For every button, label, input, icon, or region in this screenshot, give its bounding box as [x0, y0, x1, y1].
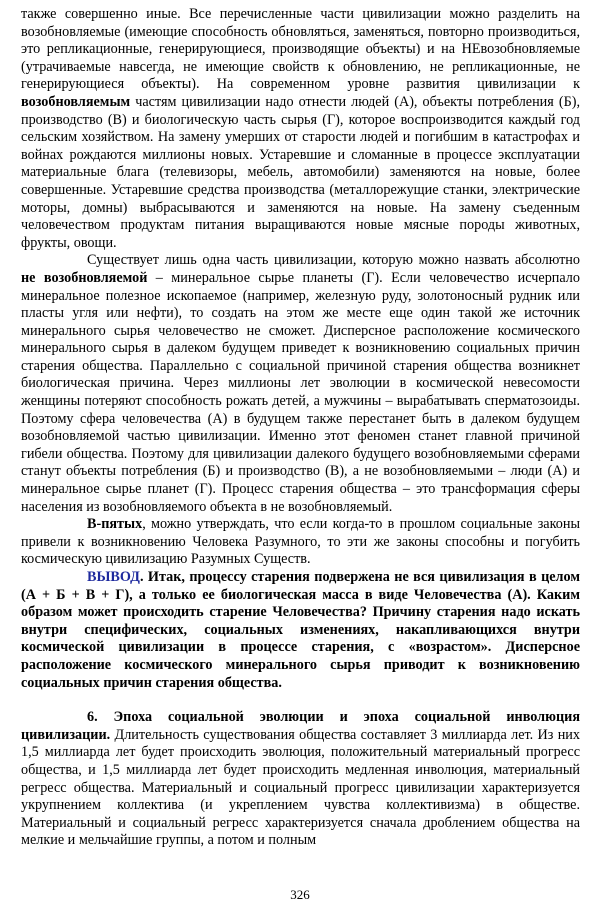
paragraph-conclusion: ВЫВОД. Итак, процессу старения подвержена не вся цивилизация в целом (А + Б + В + Г), а только ее биологическая масса в виде Человечества (А). Каким образом может происходить старение Человечества? Причину старения надо искать внутри специфических, социальных изменениях, накапливающихся внутри космической цивилизации в процессе старения, с «возрастом». Дисперсное расположение космического минерального сырья приводит к возникновению социальных причин старения общества.	[21, 569, 580, 691]
paragraph-nonrenewable-part: Существует лишь одна часть цивилизации, которую можно назвать абсолютно не возобновляемой – минеральное сырье планеты (Г). Если человечество исчерпало минеральное полезное ископаемое (например, железную руду, золотоносный рудник или пласты угля или нефти), то создать на этом же месте еще один такой же источник минерального сырья человечество не сможет. Дисперсное расположение космического минерального сырья в далеком будущем приведет к возникновению социальных причин старения общества. Параллельно с социальной причиной старения общества возникнет биологическая причина. Через миллионы лет эволюции в космической невесомости женщины потеряют способность рожать детей, а мужчины – вырабатывать сперматозоиды. Поэтому сфера человечества (А) в будущем также перестанет быть в далеком будущем возобновляемой частью цивилизации. Именно этот феномен станет главной причиной гибели общества. Поэтому для цивилизации далекого будущего возобновляемыми сферами станут объекты потребления (Б) и производство (В), а не возобновляемыми – люди (А) и минеральное сырье планет (Г). Процесс старения общества – это трансформация сферы населения из возобновляемого объекта в не возобновляемый.	[21, 252, 580, 515]
page-number: 326	[290, 887, 310, 902]
bold-term-renewable: возобновляемым	[21, 93, 131, 110]
conclusion-label: ВЫВОД	[87, 569, 140, 585]
paragraph-renewable-parts: также совершенно иные. Все перечисленные части цивилизации можно разделить на возобновляемые (имеющие способность обновляться, заменяться, повторно производиться, это репликационные, генерирующиеся, производящие объекты) и на НЕвозобновляемые (утрачиваемые навсегда, не имеющие свойств к обновлению, не репликационные, не генерирующиеся объекты). На современном уровне развития цивилизации к возобновляемым частям цивилизации надо отнести людей (А), объекты потребления (Б), производство (В) и биологическую часть сырья (Г), которое воспроизводится каждый год сельским хозяйством. На замену умерших от старости людей и погибшим в катастрофах и войнах рождаются миллионы новых. Устаревшие и сломанные в процессе эксплуатации материальные блага (телевизоры, мебель, автомобили) заменяются на новые, более совершенные. Устаревшие средства производства (металлорежущие станки, электрические моторы, домны) выбрасываются и заменяются на новые. На замену съеденным человечеством продуктам питания выращиваются новые мясные породы животных, фрукты, овощи.	[21, 6, 580, 251]
paragraph-section-6: 6. Эпоха социальной эволюции и эпоха социальной инволюция цивилизации. Длительность существования общества составляет 3 миллиарда лет. Из них 1,5 миллиарда лет будет происходить эволюция, положительный материальный прогресс общества, и 1,5 миллиарда лет будет происходить медленная инволюция, материальный регресс общества. Материальный и социальный прогресс цивилизации характеризуется укрупнением коллектива (и укреплением чувства коллективизма) в обществе. Материальный и социальный регресс характеризуется сначала дроблением общества на мелкие и мельчайшие группы, а потом и полным	[21, 709, 580, 849]
section-heading: 6. Эпоха социальной эволюции и эпоха социальной инволюция цивилизации.	[21, 709, 580, 743]
bold-term-fifthly: В-пятых	[87, 516, 143, 533]
bold-term-nonrenewable: не возобновляемой	[21, 269, 148, 286]
paragraph-fifthly: В-пятых, можно утверждать, что если когда-то в прошлом социальные законы привели к возникновению Человека Разумного, то эти же законы способны и погубить космическую цивилизацию Разумных Существ.	[21, 516, 580, 568]
